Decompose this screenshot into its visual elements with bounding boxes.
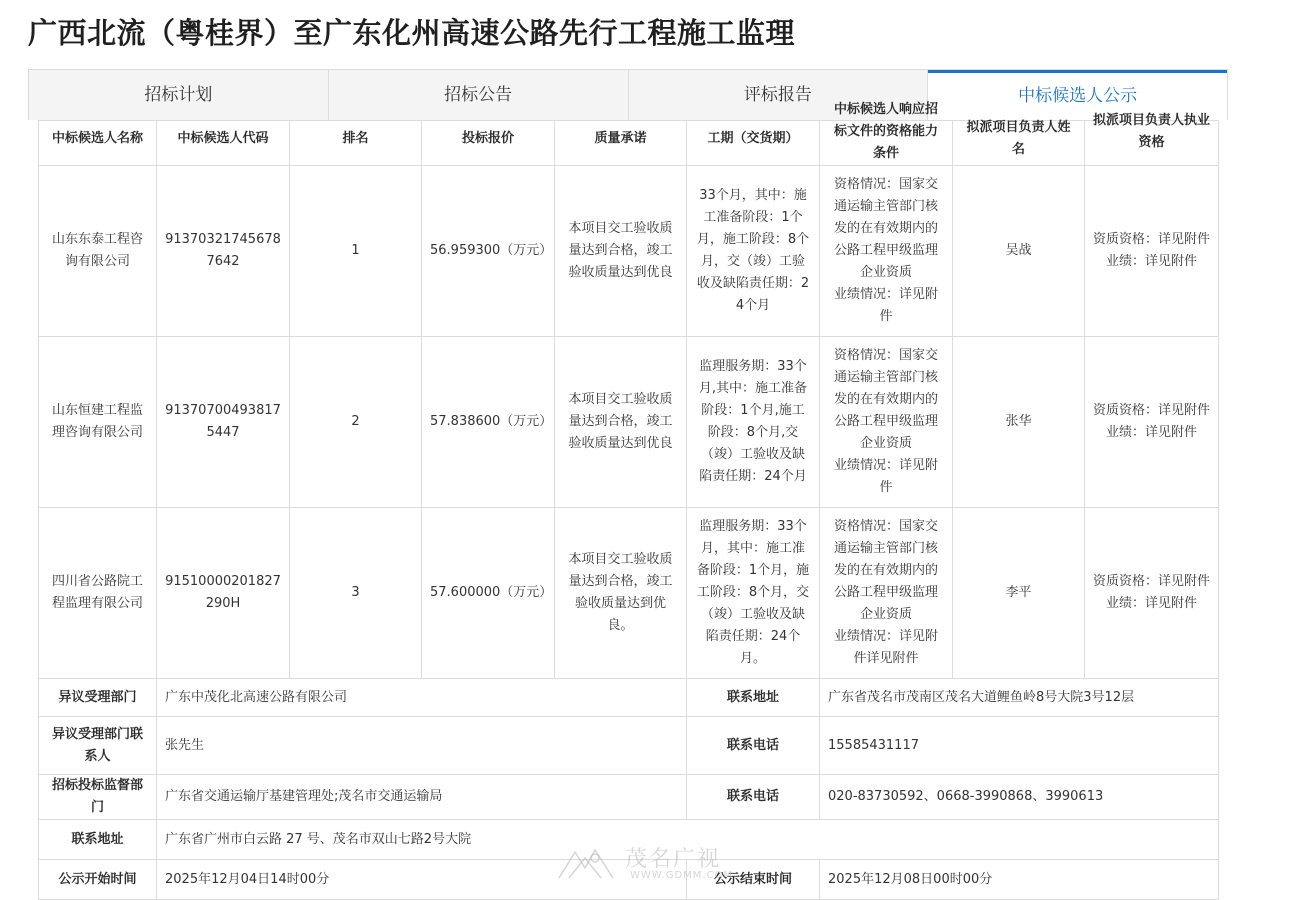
header-candidate-code: 中标候选人代码 <box>157 121 290 166</box>
header-quality: 质量承诺 <box>555 121 687 166</box>
cell-bid-price: 57.838600（万元） <box>422 337 555 508</box>
manager-qual-text: 资质资格：详见附件 <box>1093 232 1211 247</box>
header-rank: 排名 <box>290 121 422 166</box>
tab-bidding-announcement[interactable]: 招标公告 <box>329 70 629 120</box>
manager-perf-text: 业绩：详见附件 <box>1105 425 1197 440</box>
cell-bid-price: 57.600000（万元） <box>422 508 555 679</box>
info-row-objection-dept <box>39 679 1219 717</box>
label-address: 联系地址 <box>687 679 820 717</box>
label-publicity-end: 公示结束时间 <box>687 860 820 900</box>
cell-quality: 本项目交工验收质量达到合格，竣工验收质量达到优良。 <box>555 508 687 679</box>
cell-qualification <box>820 337 953 508</box>
cell-period: 33个月，其中：施工准备阶段：1个月，施工阶段：8个月，交（竣）工验收及缺陷责任期：24个月 <box>687 166 820 337</box>
cell-manager-qualification <box>1085 508 1219 679</box>
cell-qualification <box>820 508 953 679</box>
cell-manager: 吴战 <box>953 166 1085 337</box>
candidate-table <box>38 102 1219 900</box>
qualification-text: 资格情况：国家交通运输主管部门核发的在有效期内的公路工程甲级监理企业资质 <box>833 348 938 451</box>
info-row-supervision <box>39 775 1219 820</box>
cell-quality: 本项目交工验收质量达到合格，竣工验收质量达到优良 <box>555 166 687 337</box>
cell-candidate-name: 四川省公路院工程监理有限公司 <box>39 508 157 679</box>
value-publicity-start: 2025年12月04日14时00分 <box>157 860 687 900</box>
cell-manager-qualification <box>1085 166 1219 337</box>
cell-rank: 1 <box>290 166 422 337</box>
value-publicity-end: 2025年12月08日00时00分 <box>820 860 1219 900</box>
cell-period: 监理服务期：33个月，其中：施工准备阶段：1个月，施工阶段：8个月，交（竣）工验收及缺陷责任期：24个月。 <box>687 508 820 679</box>
table-header-row <box>39 121 1219 166</box>
tab-bar <box>28 69 1228 120</box>
info-row-supervision-address <box>39 820 1219 860</box>
cell-manager: 李平 <box>953 508 1085 679</box>
performance-text: 业绩情况：详见附件 <box>833 287 938 324</box>
qualification-text: 资格情况：国家交通运输主管部门核发的在有效期内的公路工程甲级监理企业资质 <box>833 519 938 622</box>
tab-bidding-plan[interactable]: 招标计划 <box>29 70 329 120</box>
cell-candidate-code: 91510000201827290H <box>157 508 290 679</box>
manager-qual-text: 资质资格：详见附件 <box>1093 574 1211 589</box>
tab-evaluation-report[interactable]: 评标报告 <box>629 70 929 120</box>
value-supervision-address: 广东省广州市白云路 27 号、茂名市双山七路2号大院 <box>157 820 1219 860</box>
value-address: 广东省茂名市茂南区茂名大道鲤鱼岭8号大院3号12层 <box>820 679 1219 717</box>
watermark-url: WWW.GDMM.COM <box>630 870 734 881</box>
label-phone2: 联系电话 <box>687 775 820 820</box>
cell-quality: 本项目交工验收质量达到合格，竣工验收质量达到优良 <box>555 337 687 508</box>
candidate-table-container <box>38 102 1218 887</box>
qualification-text: 资格情况：国家交通运输主管部门核发的在有效期内的公路工程甲级监理企业资质 <box>833 177 938 280</box>
value-objection-dept: 广东中茂化北高速公路有限公司 <box>157 679 687 717</box>
cell-manager-qualification <box>1085 337 1219 508</box>
table-row <box>39 508 1219 679</box>
value-phone: 15585431117 <box>820 717 1219 775</box>
header-bid-price: 投标报价 <box>422 121 555 166</box>
cell-period: 监理服务期：33个月,其中：施工准备阶段：1个月,施工阶段：8个月,交（竣）工验收及缺陷责任期：24个月 <box>687 337 820 508</box>
cell-manager: 张华 <box>953 337 1085 508</box>
info-row-publicity-time <box>39 860 1219 900</box>
cell-candidate-code: 913707004938175447 <box>157 337 290 508</box>
value-phone2: 020-83730592、0668-3990868、3990613 <box>820 775 1219 820</box>
cell-candidate-name: 山东东泰工程咨询有限公司 <box>39 166 157 337</box>
label-supervision-address: 联系地址 <box>39 820 157 860</box>
label-publicity-start: 公示开始时间 <box>39 860 157 900</box>
cell-candidate-code: 913703217456787642 <box>157 166 290 337</box>
header-candidate-name: 中标候选人名称 <box>39 121 157 166</box>
performance-text: 业绩情况：详见附件详见附件 <box>833 629 938 666</box>
performance-text: 业绩情况：详见附件 <box>833 458 938 495</box>
table-row <box>39 166 1219 337</box>
value-supervision-dept: 广东省交通运输厅基建管理处;茂名市交通运输局 <box>157 775 687 820</box>
tab-candidate-publicity[interactable]: 中标候选人公示 <box>928 70 1227 121</box>
table-row <box>39 337 1219 508</box>
header-manager-qualification: 拟派项目负责人执业资格 <box>1085 121 1219 166</box>
manager-perf-text: 业绩：详见附件 <box>1105 254 1197 269</box>
manager-qual-text: 资质资格：详见附件 <box>1093 403 1211 418</box>
watermark-text: 茂名广视 <box>625 847 722 872</box>
header-period: 工期（交货期） <box>687 121 820 166</box>
page-title: 广西北流（粤桂界）至广东化州高速公路先行工程施工监理 <box>28 16 796 50</box>
cell-rank: 3 <box>290 508 422 679</box>
cell-rank: 2 <box>290 337 422 508</box>
header-qualification: 中标候选人响应招标文件的资格能力条件 <box>820 121 953 166</box>
cell-qualification <box>820 166 953 337</box>
cell-candidate-name: 山东恒建工程监理咨询有限公司 <box>39 337 157 508</box>
label-supervision-dept: 招标投标监督部门 <box>39 775 157 820</box>
label-objection-contact: 异议受理部门联系人 <box>39 717 157 775</box>
cell-bid-price: 56.959300（万元） <box>422 166 555 337</box>
header-manager: 拟派项目负责人姓名 <box>953 121 1085 166</box>
info-row-objection-contact <box>39 717 1219 775</box>
value-objection-contact: 张先生 <box>157 717 687 775</box>
manager-perf-text: 业绩：详见附件 <box>1105 596 1197 611</box>
label-phone: 联系电话 <box>687 717 820 775</box>
label-objection-dept: 异议受理部门 <box>39 679 157 717</box>
